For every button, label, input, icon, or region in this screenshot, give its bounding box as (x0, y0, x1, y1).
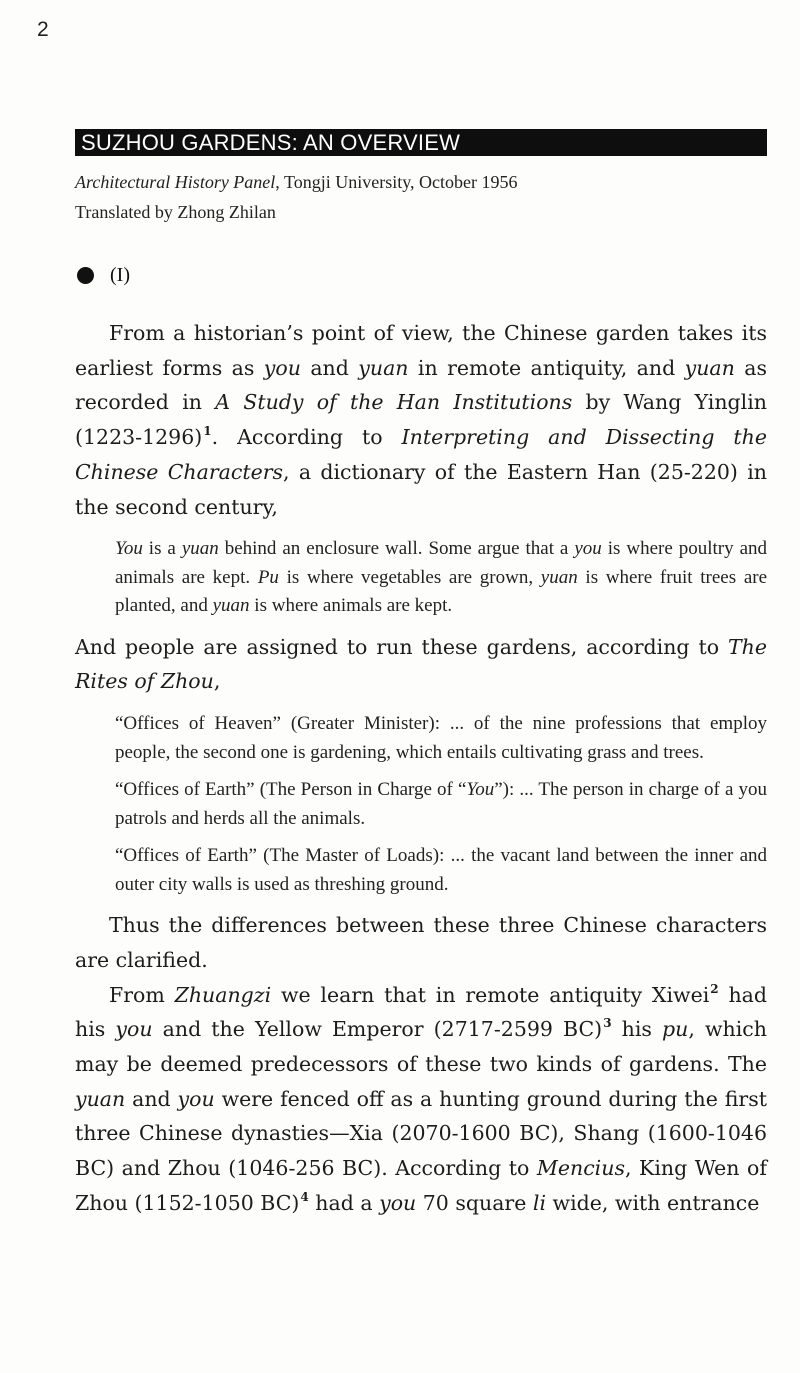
chapter-title: SUZHOU GARDENS: AN OVERVIEW (75, 129, 767, 156)
paragraph: From Zhuangzi we learn that in remote antiquity Xiwei$^2$ had his you and the Yellow Emperor (2717-2599 BC)$^3$ his pu, which may be deemed predecessors of these two kinds of gardens. The yuan and you were fenced off as a hunting ground during the first three Chinese dynasties—Xia (2070-1600 BC), Shang (1600-1046 BC) and Zhou (1046-256 BC). According to Mencius, King Wen of Zhou (1152-1050 BC)$^4$ had a you 70 square li wide, with entrance (75, 981, 767, 1215)
section-heading (77, 264, 130, 287)
footnote-marker: 2 (710, 981, 719, 996)
source-institution: , Tongji University, October 1956 (275, 172, 518, 192)
quote-paragraph: You is a yuan behind an enclosure wall. Some argue that a you is where poultry and animals are kept. Pu is where vegetables are grown, yuan is where fruit trees are planted, and yuan is where animals are kept. (115, 538, 768, 617)
footnote-marker: 3 (603, 1016, 612, 1031)
paragraph: Thus the differences between these three Chinese characters are clarified. (75, 913, 767, 972)
source-credit (75, 172, 518, 193)
block-quote (115, 535, 767, 621)
quote-paragraph: “Offices of Heaven” (Greater Minister): ... of the nine professions that employ people, the second one is gardening, which entails cultivating grass and trees. (115, 713, 767, 763)
block-quote (115, 710, 767, 899)
body-text (75, 316, 767, 1220)
paragraph: And people are assigned to run these gardens, according to The Rites of Zhou, (75, 634, 767, 694)
section-number: (I) (110, 264, 130, 286)
translator-credit: Translated by Zhong Zhilan (75, 202, 276, 222)
source-panel-name: Architectural History Panel (75, 172, 276, 192)
page-number: 2 (37, 18, 49, 41)
footnote-marker: 1 (203, 424, 212, 439)
quote-paragraph: “Offices of Earth” (The Master of Loads): ... the vacant land between the inner and outer city walls is used as threshing ground. (115, 845, 767, 895)
paragraph: From a historian’s point of view, the Chinese garden takes its earliest forms as you and yuan in remote antiquity, and yuan as recorded in A Study of the Han Institutions by Wang Yinglin (1223-1296)$^1$. According to Interpreting and Dissecting the Chinese Characters, a dictionary of the Eastern Han (25-220) in the second century, (75, 321, 768, 519)
footnote-marker: 4 (300, 1189, 309, 1204)
quote-paragraph: “Offices of Earth” (The Person in Charge of “You”): ... The person in charge of a you patrols and herds all the animals. (115, 779, 768, 829)
bullet-icon (77, 267, 94, 284)
